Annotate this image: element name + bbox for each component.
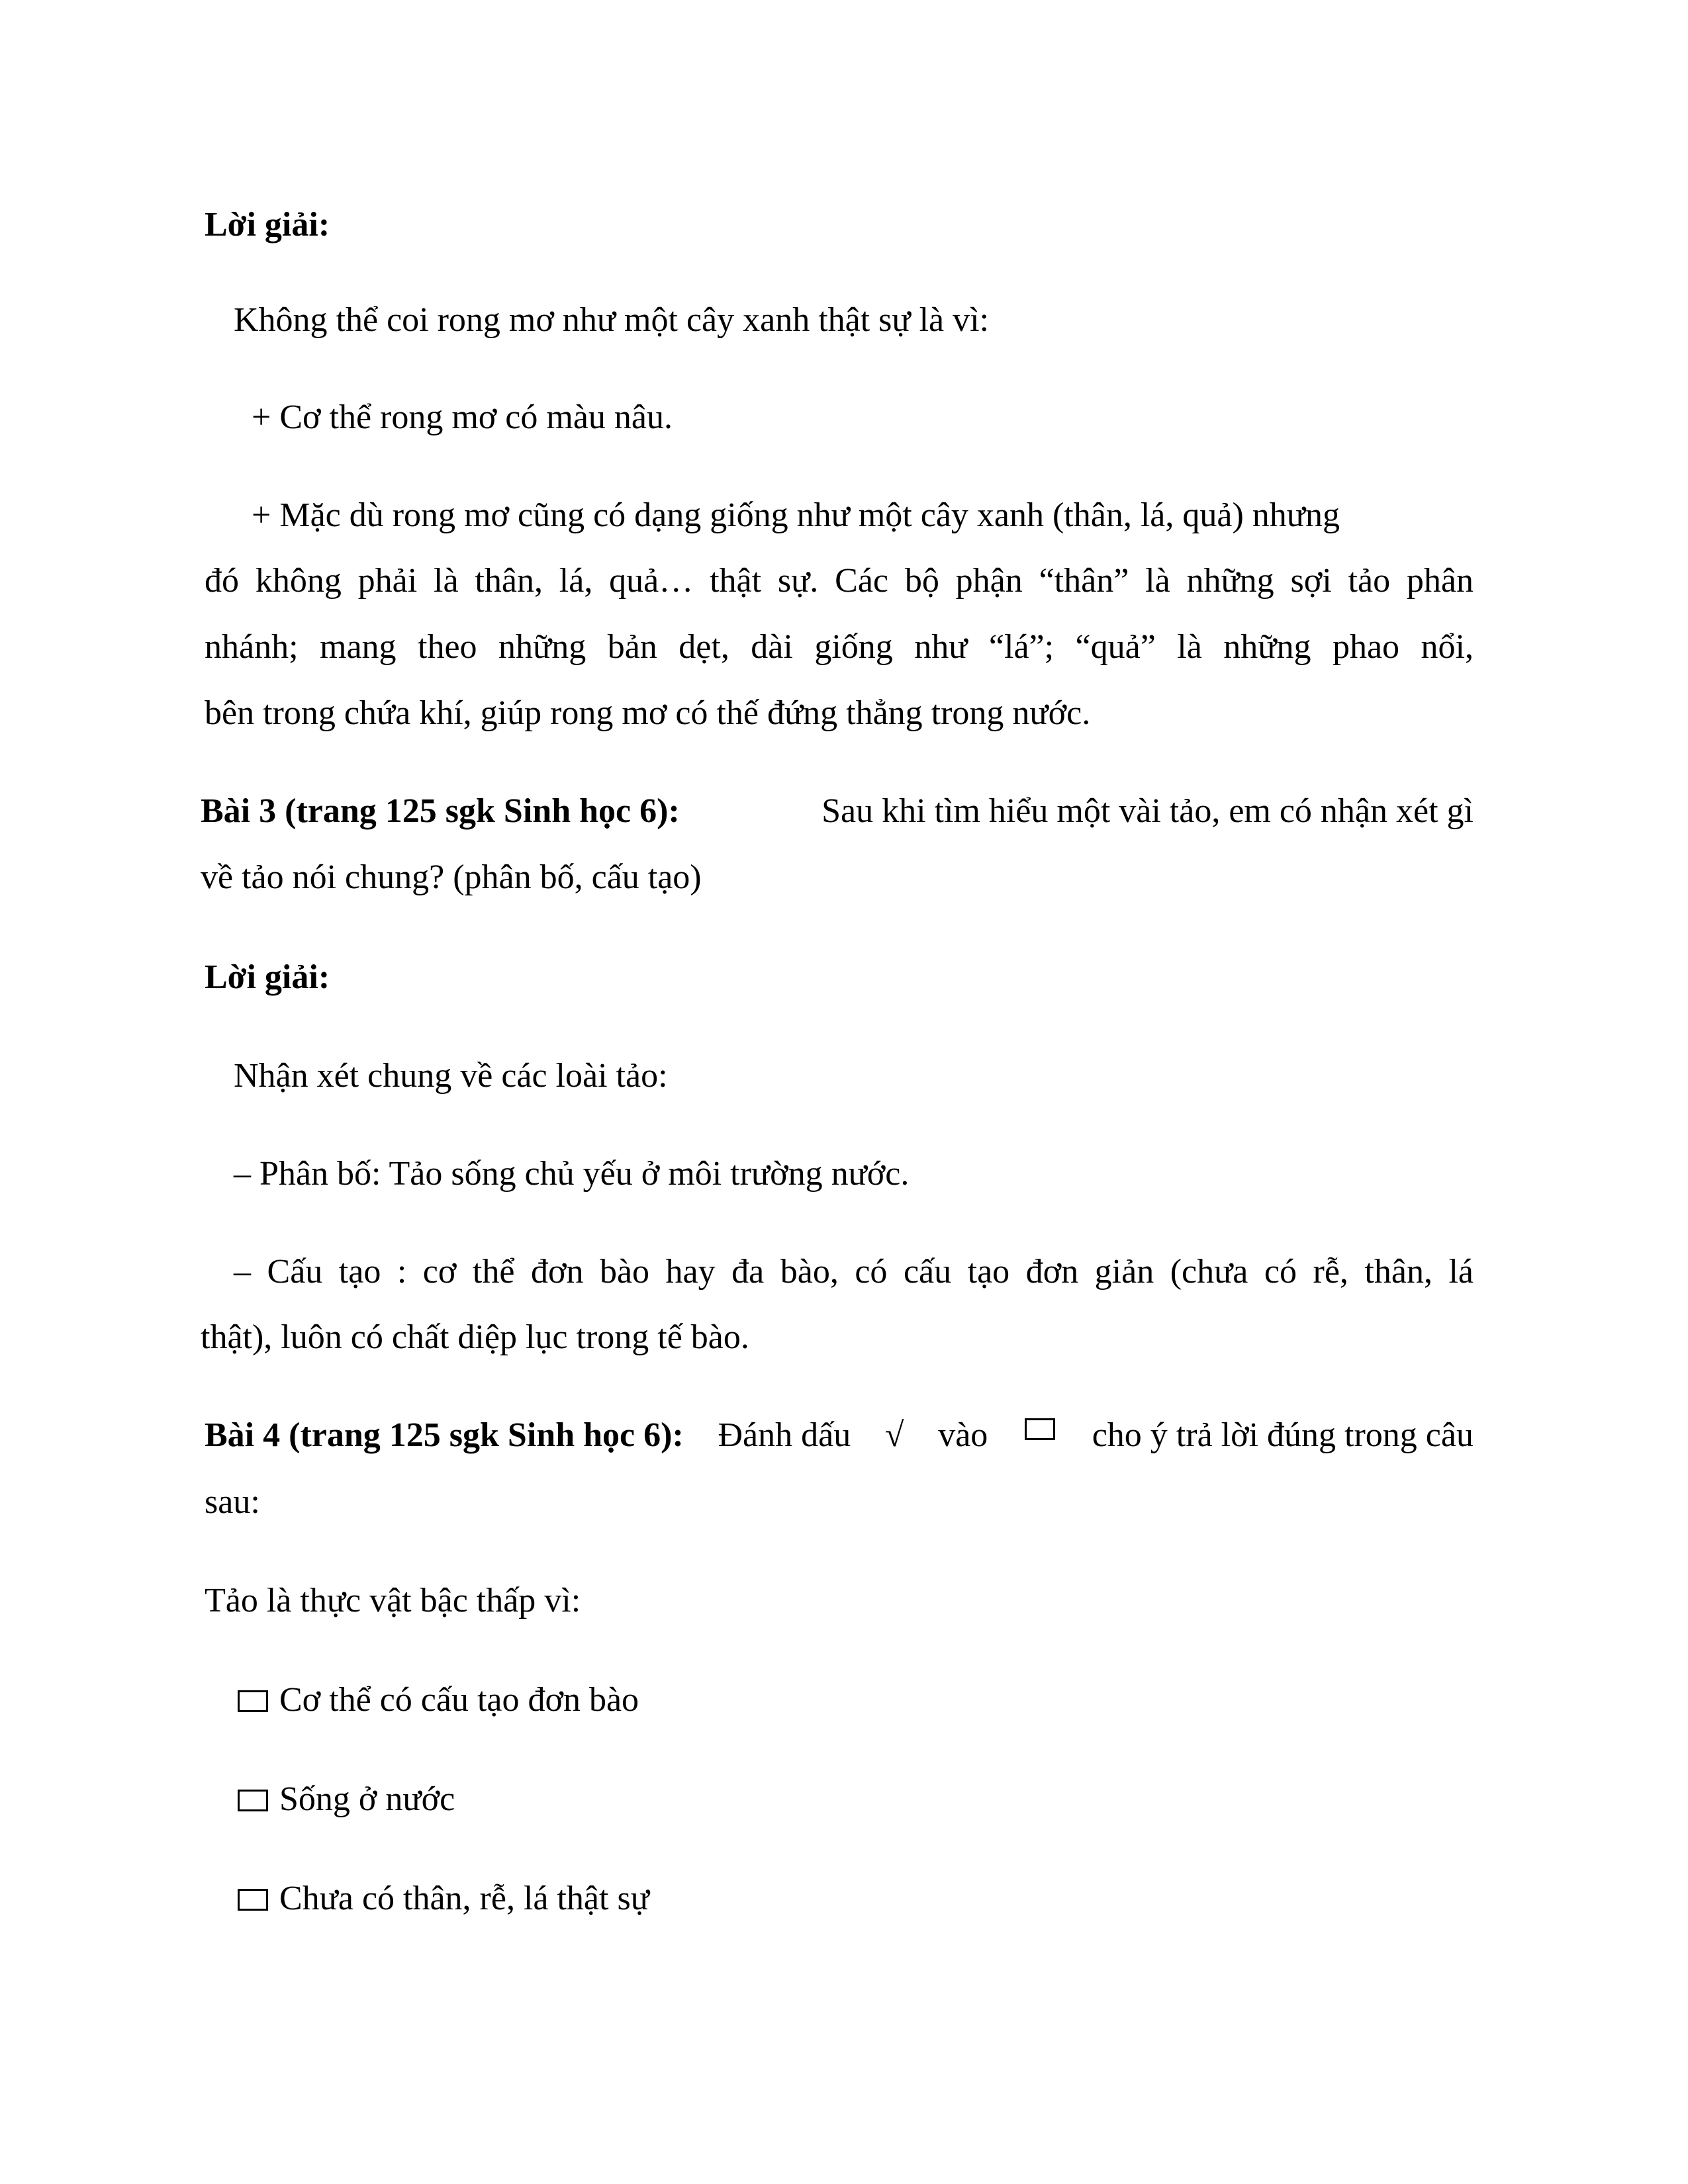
bai3-question-line-1: [201, 794, 1474, 829]
bai4-question-part-1: Đánh dấu: [718, 1416, 851, 1454]
bai3-question-line-2: về tảo nói chung? (phân bố, cấu tạo): [201, 858, 702, 896]
option-item[interactable]: [235, 1782, 455, 1817]
bai4-question-line-2: sau:: [205, 1483, 260, 1521]
answer1-point-2-line-2: đó không phải là thân, lá, quả… thật sự. Các bộ phận “thân” là những sợi tảo phân: [205, 562, 1474, 600]
bai4-question-part-2: vào: [938, 1416, 988, 1454]
bai4-question-line-1: [205, 1418, 1474, 1453]
answer1-point-2-line-3: nhánh; mang theo những bản dẹt, dài giống như “lá”; “quả” là những phao nổi,: [205, 628, 1474, 666]
answer1-point-2-line-4: bên trong chứa khí, giúp rong mơ có thế đứng thẳng trong nước.: [205, 694, 1091, 732]
bai3-distribution: – Phân bố: Tảo sống chủ yếu ở môi trường nước.: [234, 1155, 910, 1193]
checkbox[interactable]: [238, 1690, 268, 1712]
bai3-question-text: Sau khi tìm hiểu một vài tảo, em có nhận xét gì: [821, 792, 1474, 830]
checkbox-symbol: [1025, 1418, 1055, 1440]
option-item[interactable]: [235, 1882, 649, 1916]
bai4-question-part-3: cho ý trả lời đúng trong câu: [1092, 1416, 1474, 1454]
bai4-label: Bài 4 (trang 125 sgk Sinh học 6):: [205, 1416, 684, 1454]
option-label: Cơ thể có cấu tạo đơn bào: [279, 1681, 639, 1719]
bai3-structure-line-2: thật), luôn có chất diệp lục trong tế bào.: [201, 1318, 749, 1356]
option-item[interactable]: [235, 1683, 639, 1717]
answer1-point-1: + Cơ thể rong mơ có màu nâu.: [252, 398, 673, 436]
check-mark-symbol: √: [884, 1416, 904, 1454]
answer1-point-2-line-1: + Mặc dù rong mơ cũng có dạng giống như một cây xanh (thân, lá, quả) nhưng: [252, 496, 1340, 534]
checkbox[interactable]: [238, 1790, 268, 1811]
answer-heading-2: Lời giải:: [205, 958, 330, 996]
option-label: Chưa có thân, rễ, lá thật sự: [279, 1880, 649, 1917]
bai4-stem: Tảo là thực vật bậc thấp vì:: [205, 1582, 581, 1619]
bai3-structure-line-1: – Cấu tạo : cơ thể đơn bào hay đa bào, có cấu tạo đơn giản (chưa có rễ, thân, lá: [234, 1253, 1474, 1291]
answer1-intro: Không thể coi rong mơ như một cây xanh thật sự là vì:: [234, 301, 990, 339]
checkbox[interactable]: [238, 1889, 268, 1911]
bai3-answer-intro: Nhận xét chung về các loài tảo:: [234, 1057, 668, 1095]
answer-heading-1: Lời giải:: [205, 206, 330, 244]
bai3-label: Bài 3 (trang 125 sgk Sinh học 6):: [201, 792, 680, 830]
option-label: Sống ở nước: [279, 1780, 455, 1818]
